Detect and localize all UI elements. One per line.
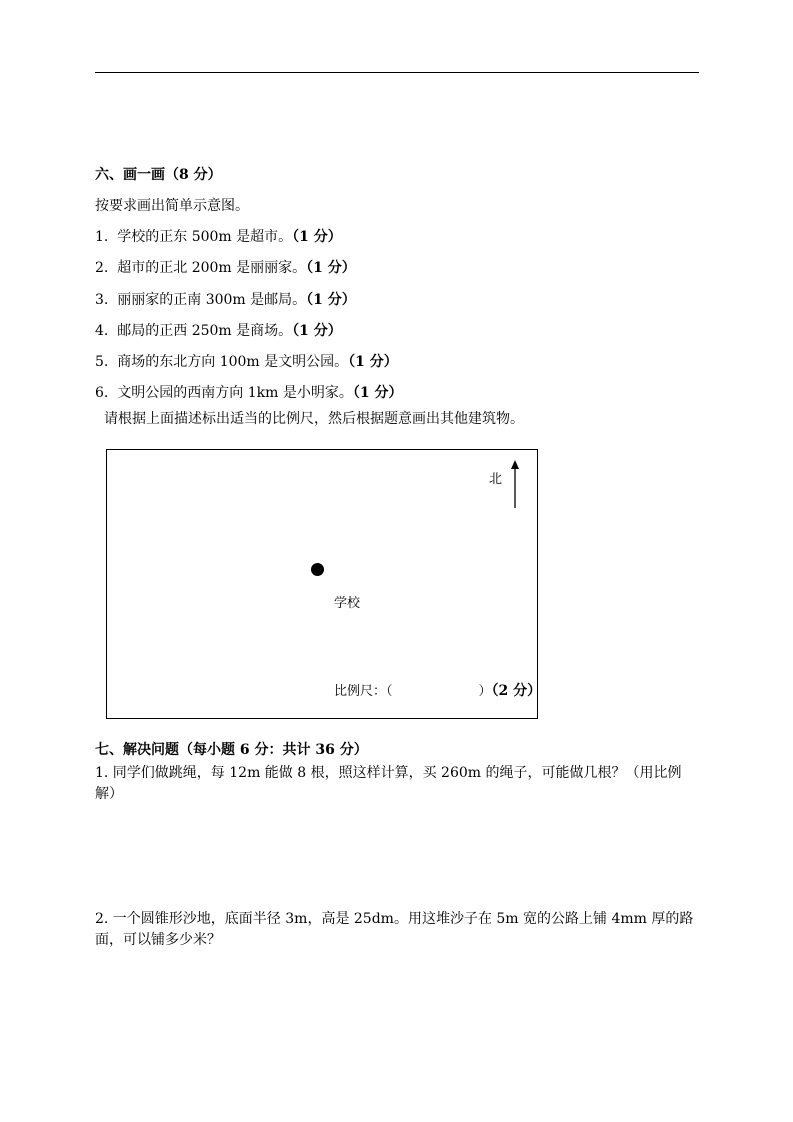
drawing-instruction: 请根据上面描述标出适当的比例尺，然后根据题意画出其他建筑物。 [104,411,524,427]
task-item-1 [95,228,342,246]
task-text: 邮局的正西 250m 是商场。 [117,323,293,339]
map-drawing-area[interactable] [106,449,542,719]
north-arrow-icon [509,460,521,510]
task-number: 2. [95,260,109,276]
question-2: 2. 一个圆锥形沙地，底面半径 3m，高是 25dm。用这堆沙子在 5m 宽的公路上铺 4mm 厚的路面，可以铺多少米？ [95,911,694,948]
task-number: 6. [95,385,109,401]
north-label: 北 [489,472,503,487]
task-points: （1 分） [306,260,356,276]
task-points: （1 分） [352,385,403,401]
task-text: 丽丽家的正南 300m 是邮局。 [117,292,307,308]
task-text: 文明公园的西南方向 1km 是小明家。 [117,385,353,401]
task-item-4 [95,322,342,340]
scale-field [334,680,541,700]
task-number: 4. [95,323,109,339]
task-item-2 [95,259,356,277]
task-item-3 [95,291,356,309]
task-text: 超市的正北 200m 是丽丽家。 [117,260,307,276]
task-points: （1 分） [292,229,342,245]
task-item-5 [95,353,398,371]
task-number: 1. [95,229,109,245]
question-1: 1. 同学们做跳绳，每 12m 能做 8 根，照这样计算，买 260m 的绳子，可能做几根？（用比例解） [95,765,682,802]
section6-title: 六、画一画（8 分） [95,167,222,183]
task-item-6 [95,384,402,402]
task-points: （1 分） [292,323,342,339]
scale-prefix: 比例尺：（ [334,684,393,699]
scale-suffix: ） [478,684,492,699]
section7-title: 七、解决问题（每小题 6 分：共计 36 分） [95,742,368,758]
school-marker-icon [311,563,324,576]
task-points: （1 分） [306,292,356,308]
task-number: 5. [95,354,109,370]
header-rule [95,72,699,73]
task-text: 学校的正东 500m 是超市。 [117,229,293,245]
task-text: 商场的东北方向 100m 是文明公园。 [117,354,349,370]
school-label: 学校 [334,596,361,611]
scale-points: （2 分） [491,683,542,699]
task-points: （1 分） [348,354,398,370]
section6-intro: 按要求画出简单示意图。 [95,198,249,214]
task-number: 3. [95,292,109,308]
